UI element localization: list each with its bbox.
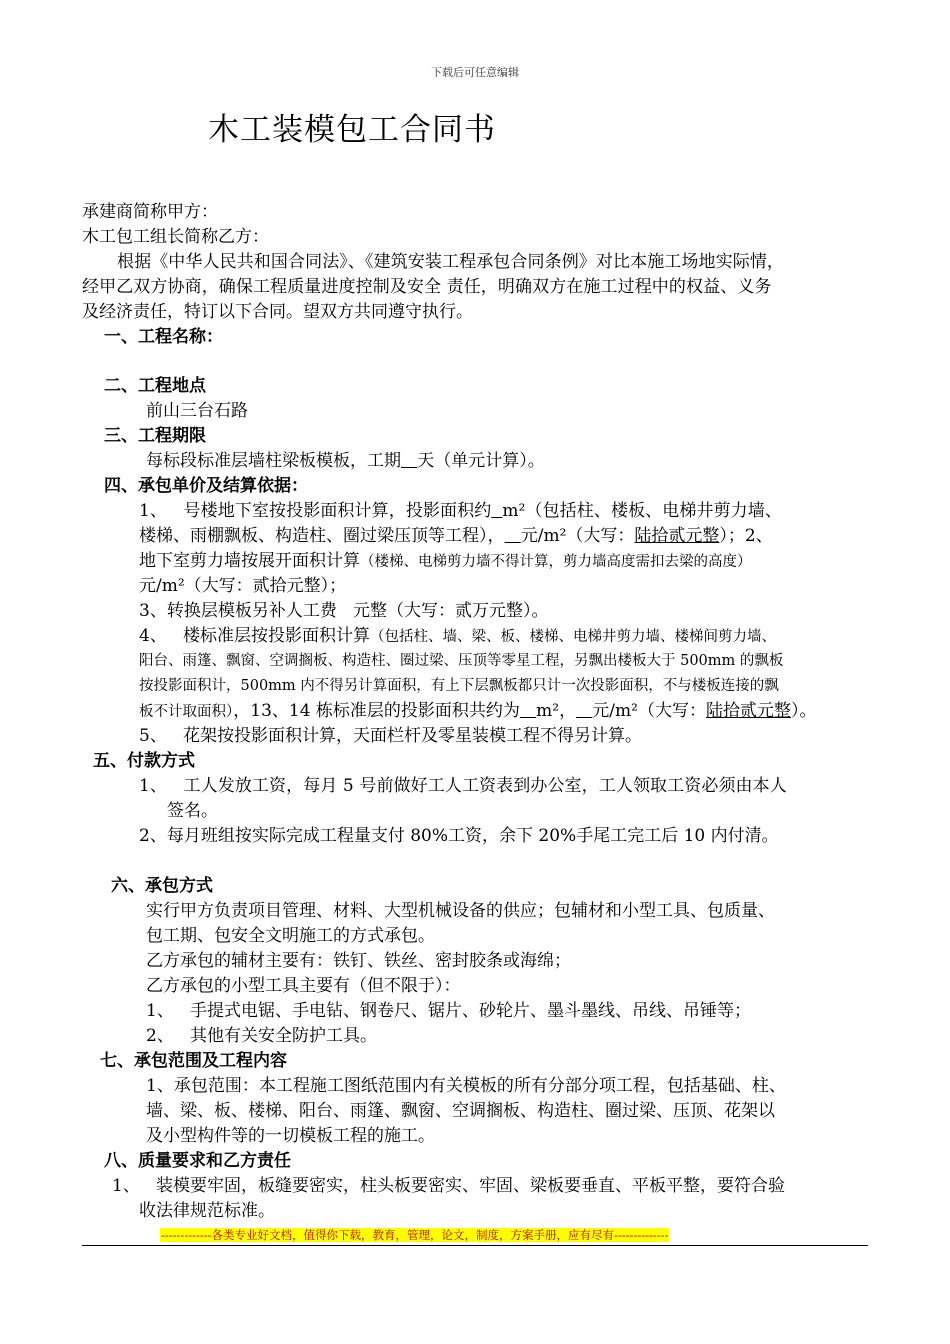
section-4-item-4-line-4: 板不计取面积），13、14 栋标准层的投影面积共约为 m²， 元/m²（大写：陆拾贰元整）。 — [139, 701, 817, 721]
intro-line-1: 根据《中华人民共和国合同法》、《建筑安装工程承包合同条例》对比本施工场地实际情， — [117, 252, 784, 272]
section-5-item-1-line-2: 签名。 — [167, 801, 218, 821]
section-7-heading: 七、承包范围及工程内容 — [100, 1051, 287, 1071]
footer-banner: -------------各类专业好文档，值得你下载，教育，管理，论文，制度，方案手册，应有尽有-------------- — [161, 1228, 669, 1242]
header-note: 下载后可任意编辑 — [431, 66, 519, 79]
section-4-item-3: 3、转换层模板另补人工费 元整（大写：贰万元整）。 — [139, 601, 549, 621]
section-5-heading: 五、付款方式 — [93, 751, 195, 771]
section-6-line-5: 1、 手提式电锯、手电钻、钢卷尺、锯片、砂轮片、墨斗墨线、吊线、吊锤等； — [146, 1001, 752, 1021]
footer-divider — [82, 1245, 868, 1246]
section-2-text: 前山三台石路 — [146, 401, 248, 421]
section-4-item-1-line-3: 地下室剪力墙按展开面积计算（楼梯、电梯剪力墙不得计算，剪力墙高度需扣去梁的高度） — [139, 551, 752, 571]
section-4-item-4-line-2: 阳台、雨篷、飘窗、空调搁板、构造柱、圈过梁、压顶等零星工程，另飘出楼板大于 500mm 的飘板 — [139, 653, 784, 669]
section-3-heading: 三、工程期限 — [104, 426, 206, 446]
section-4-item-4-line-1: 4、 楼标准层按投影面积计算（包括柱、墙、梁、板、楼梯、电梯井剪力墙、楼梯间剪力墙、 — [139, 626, 777, 646]
document-title: 木工装模包工合同书 — [208, 112, 496, 148]
section-6-line-3: 乙方承包的辅材主要有：铁钉、铁丝、密封胶条或海绵； — [146, 951, 571, 971]
section-6-line-2: 包工期、包安全文明施工的方式承包。 — [146, 926, 435, 946]
party-b-line: 木工包工组长简称乙方： — [82, 227, 269, 247]
section-6-heading: 六、承包方式 — [111, 876, 213, 896]
section-8-heading: 八、质量要求和乙方责任 — [104, 1151, 291, 1171]
section-2-heading: 二、工程地点 — [104, 376, 206, 396]
section-4-item-1-line-4: 元/m²（大写：贰拾元整）； — [139, 576, 347, 596]
section-8-item-1-line-1: 1、 装模要牢固，板缝要密实，柱头板要密实、牢固、梁板要垂直、平板平整，要符合验 — [112, 1176, 786, 1196]
section-4-item-1-line-1: 1、 号楼地下室按投影面积计算，投影面积约 m²（包括柱、楼板、电梯井剪力墙、 — [139, 501, 782, 521]
section-6-line-6: 2、 其他有关安全防护工具。 — [146, 1026, 378, 1046]
section-1-heading: 一、工程名称： — [104, 327, 223, 347]
section-8-item-1-line-2: 收法律规范标准。 — [139, 1201, 275, 1221]
section-7-line-2: 墙、梁、板、楼梯、阳台、雨篷、飘窗、空调搁板、构造柱、圈过梁、压顶、花架以 — [146, 1101, 775, 1121]
section-4-heading: 四、承包单价及结算依据： — [104, 476, 308, 496]
intro-line-3: 及经济责任，特订以下合同。望双方共同遵守执行。 — [82, 302, 473, 322]
section-7-line-3: 及小型构件等的一切模板工程的施工。 — [146, 1126, 435, 1146]
section-4-item-5: 5、 花架按投影面积计算，天面栏杆及零星装模工程不得另计算。 — [139, 726, 643, 746]
section-4-item-1-line-2: 楼梯、雨棚飘板、构造柱、圈过梁压顶等工程）， 元/m²（大写：陆拾贰元整）；2、 — [139, 526, 773, 546]
intro-line-2: 经甲乙双方协商，确保工程质量进度控制及安全 责任，明确双方在施工过程中的权益、义务 — [82, 277, 772, 297]
section-6-line-4: 乙方承包的小型工具主要有（但不限于）： — [146, 976, 461, 996]
section-5-item-1-line-1: 1、 工人发放工资，每月 5 号前做好工人工资表到办公室，工人领取工资必须由本人 — [139, 776, 787, 796]
section-5-item-2: 2、每月班组按实际完成工程量支付 80%工资，余下 20%手尾工完工后 10 内付清。 — [139, 826, 779, 846]
section-7-line-1: 1、承包范围：本工程施工图纸范围内有关模板的所有分部分项工程，包括基础、柱、 — [146, 1076, 786, 1096]
section-3-text: 每标段标准层墙柱梁板模板，工期 天（单元计算）。 — [146, 451, 545, 471]
section-6-line-1: 实行甲方负责项目管理、材料、大型机械设备的供应；包辅材和小型工具、包质量、 — [146, 901, 775, 921]
section-4-item-4-line-3: 按投影面积计，500mm 内不得另计算面积，有上下层飘板都只计一次投影面积，不与楼板连接的飘 — [139, 678, 779, 694]
party-a-line: 承建商简称甲方： — [82, 202, 218, 222]
